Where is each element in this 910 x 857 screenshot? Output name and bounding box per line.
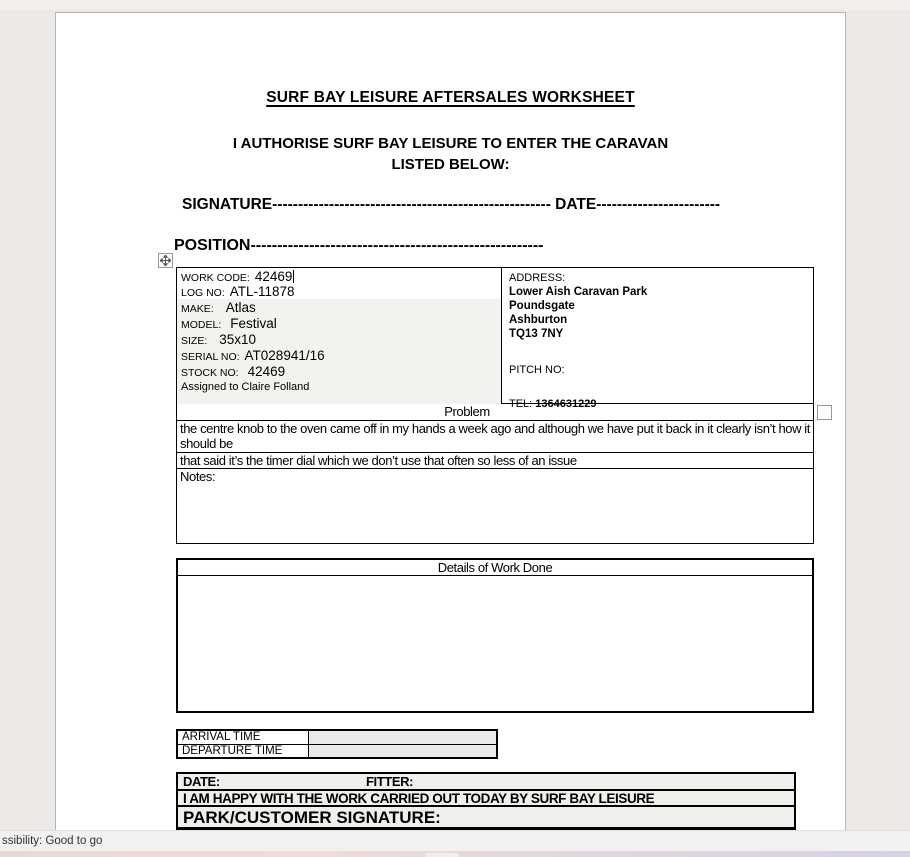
date-label: DATE:	[183, 774, 220, 789]
signoff-table	[176, 772, 796, 830]
times-table	[176, 729, 498, 759]
address-line: Poundsgate	[509, 300, 575, 312]
address-label: ADDRESS:	[509, 272, 566, 284]
departure-time-row	[178, 744, 496, 757]
serial-no-label: SERIAL NO:	[181, 351, 240, 363]
serial-no-row[interactable]	[177, 348, 501, 364]
tel-label: TEL:	[509, 398, 533, 410]
stock-no-value[interactable]: 42469	[247, 364, 286, 379]
make-value[interactable]: Atlas	[225, 300, 256, 315]
authorise-line-1: I AUTHORISE SURF BAY LEISURE TO ENTER THE CARAVAN	[232, 135, 669, 152]
address-line: Lower Aish Caravan Park	[509, 286, 648, 298]
notes-cell[interactable]	[177, 468, 813, 543]
departure-time-label: DEPARTURE TIME	[178, 745, 309, 757]
problem-table	[176, 404, 814, 544]
model-label: MODEL:	[181, 319, 222, 331]
log-no-value[interactable]: ATL-11878	[229, 284, 295, 299]
position-line: POSITION-------------------------------------------------------	[174, 237, 544, 254]
signature-date-line: SIGNATURE------------------------------------------------------ DATE------------------------	[182, 196, 721, 213]
make-label: MAKE:	[181, 303, 214, 315]
four-way-arrow-icon	[160, 255, 171, 266]
model-row[interactable]	[177, 316, 501, 332]
document-page[interactable]	[55, 12, 846, 832]
caravan-details-cell[interactable]	[177, 268, 502, 403]
notes-label: Notes:	[180, 469, 216, 484]
stock-no-label: STOCK NO:	[181, 367, 239, 379]
model-value[interactable]: Festival	[230, 316, 277, 331]
date-fitter-row[interactable]	[178, 774, 794, 789]
page-title: SURF BAY LEISURE AFTERSALES WORKSHEET	[266, 89, 635, 106]
make-row[interactable]	[177, 300, 501, 316]
address-line: Ashburton	[509, 314, 568, 326]
problem-entry-1[interactable]: the centre knob to the oven came off in my hands a week ago and although we have put it back in it clearly isn’t how it should be	[177, 420, 813, 452]
size-value[interactable]: 35x10	[219, 332, 257, 347]
address-cell[interactable]	[502, 268, 813, 410]
pitch-no-label: PITCH NO:	[509, 364, 565, 376]
table-resize-handle-icon[interactable]	[817, 405, 832, 420]
work-code-label: WORK CODE:	[181, 272, 250, 284]
shaded-detail-rows	[177, 299, 501, 404]
assigned-note: Assigned to Claire Folland	[181, 381, 310, 393]
arrival-time-label: ARRIVAL TIME	[178, 731, 309, 744]
stock-no-row[interactable]	[177, 364, 501, 380]
work-done-header: Details of Work Done	[178, 560, 812, 576]
taskbar-edge	[0, 851, 910, 857]
departure-time-input-cell[interactable]	[309, 745, 496, 757]
problem-entry-2[interactable]: that said it’s the timer dial which we don’t use that often so less of an issue	[177, 452, 813, 468]
address-line: TQ13 7NY	[509, 328, 564, 340]
text-cursor	[293, 270, 294, 283]
log-no-row[interactable]	[177, 284, 501, 299]
authorise-line-2: LISTED BELOW:	[391, 156, 510, 173]
arrival-time-input-cell[interactable]	[309, 731, 496, 744]
happy-statement: I AM HAPPY WITH THE WORK CARRIED OUT TODAY BY SURF BAY LEISURE	[178, 789, 794, 805]
fitter-label: FITTER:	[366, 774, 414, 789]
accessibility-status[interactable]: ssibility: Good to go	[2, 835, 103, 847]
tel-number[interactable]: 1364631229	[535, 398, 597, 410]
authorise-statement	[56, 133, 845, 175]
size-row[interactable]	[177, 332, 501, 348]
work-code-value[interactable]: 42469	[254, 269, 293, 284]
work-done-table	[176, 558, 814, 713]
problem-header: Problem	[444, 404, 490, 419]
size-label: SIZE:	[181, 335, 208, 347]
work-done-entry-cell[interactable]	[178, 576, 812, 711]
caravan-info-table	[176, 267, 814, 410]
log-no-label: LOG NO:	[181, 287, 225, 299]
park-customer-signature-label[interactable]: PARK/CUSTOMER SIGNATURE:	[178, 805, 794, 827]
work-code-row[interactable]	[177, 269, 501, 284]
serial-no-value[interactable]: AT028941/16	[244, 348, 325, 363]
arrival-time-row	[178, 731, 496, 744]
taskbar-button-glimpse	[425, 853, 459, 857]
table-move-icon[interactable]	[158, 253, 173, 268]
status-bar[interactable]	[0, 830, 910, 851]
